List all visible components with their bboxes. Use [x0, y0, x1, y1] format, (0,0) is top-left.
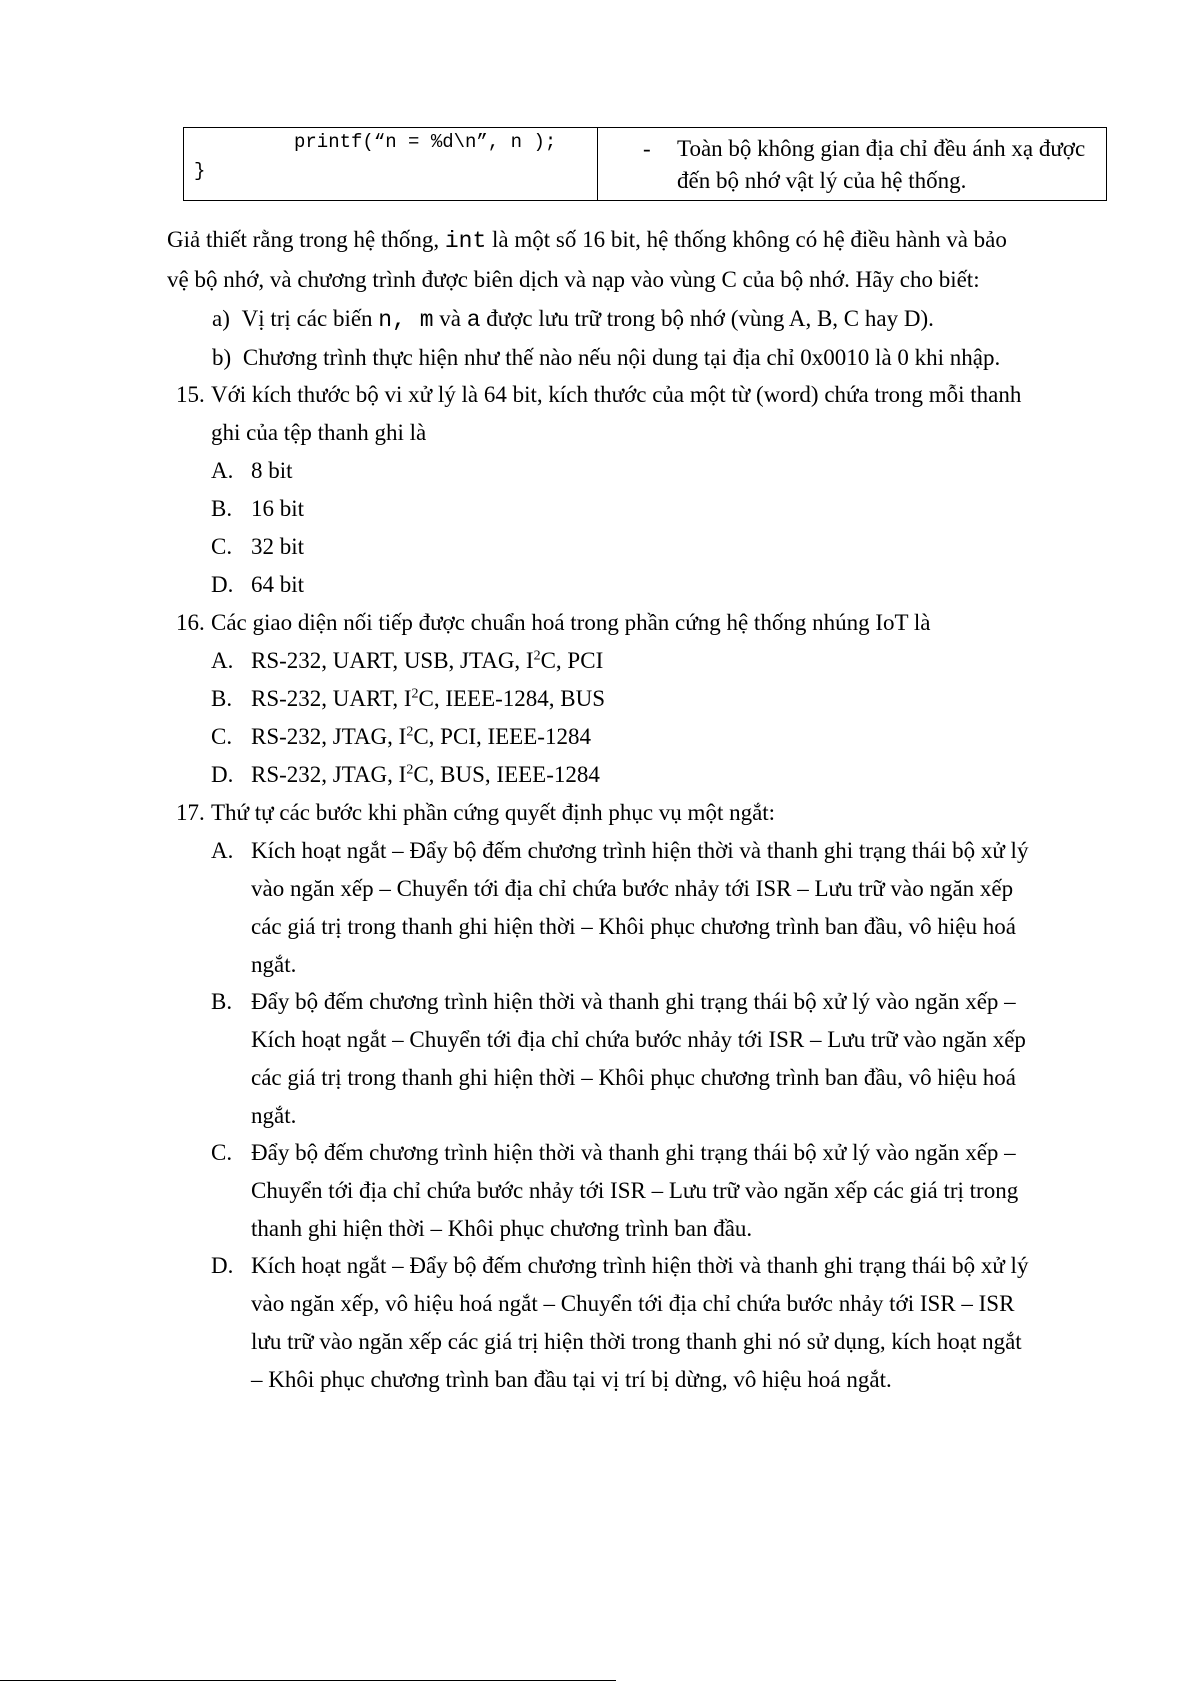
code-var-a: a [466, 307, 481, 333]
opt-pre: RS-232, UART, USB, JTAG, I [251, 648, 534, 673]
q17-option-label: B. [211, 989, 233, 1014]
q17-option-line: ngắt. [251, 1103, 297, 1128]
opt-post: C, IEEE-1284, BUS [418, 686, 606, 711]
sub-text: và [433, 306, 467, 331]
sub-question-a [212, 307, 934, 332]
opt-post: C, PCI, IEEE-1284 [413, 724, 591, 749]
note-line-2: đến bộ nhớ vật lý của hệ thống. [677, 168, 967, 193]
intro-line-1 [167, 228, 1007, 253]
sub-label: b) [212, 345, 232, 370]
opt-sup: 2 [406, 724, 414, 740]
opt-sup: 2 [411, 686, 419, 702]
opt-pre: RS-232, JTAG, I [251, 724, 407, 749]
q15-option-text: 16 bit [251, 496, 305, 521]
q17-option-line: Kích hoạt ngắt – Chuyển tới địa chỉ chứa bước nhảy tới ISR – Lưu trữ vào ngăn xếp [251, 1027, 1026, 1052]
intro-text: là một số 16 bit, hệ thống không có hệ điều hành và bảo [486, 227, 1007, 252]
note-bullet: - [643, 136, 651, 161]
opt-post: C, BUS, IEEE-1284 [413, 762, 600, 787]
sub-text: Chương trình thực hiện như thế nào nếu nội dung tại địa chỉ 0x0010 là 0 khi nhập. [242, 345, 1001, 370]
q15-option-text: 8 bit [251, 458, 293, 483]
code-cell [184, 128, 598, 200]
q17-option-line: ngắt. [251, 952, 297, 977]
q17-option-line: vào ngăn xếp, vô hiệu hoá ngắt – Chuyển tới địa chỉ chứa bước nhảy tới ISR – ISR [251, 1291, 1015, 1316]
code-var-nm: n, m [378, 307, 434, 333]
opt-sup: 2 [533, 648, 541, 664]
q16-option-label: D. [211, 762, 234, 787]
footer-divider [0, 1680, 598, 1681]
q16-option-label: C. [211, 724, 233, 749]
opt-pre: RS-232, UART, I [251, 686, 412, 711]
q17-option-line: Đẩy bộ đếm chương trình hiện thời và thanh ghi trạng thái bộ xử lý vào ngăn xếp – [251, 989, 1016, 1014]
intro-text: Giả thiết rằng trong hệ thống, [167, 227, 445, 252]
q16-option-text [251, 687, 605, 710]
q17-option-line: lưu trữ vào ngăn xếp các giá trị hiện thời trong thanh ghi nó sử dụng, kích hoạt ngắt [251, 1329, 1022, 1354]
q17-option-label: D. [211, 1253, 234, 1278]
q17-line-1: Thứ tự các bước khi phần cứng quyết định phục vụ một ngắt: [211, 800, 776, 825]
q15-option-text: 32 bit [251, 534, 305, 559]
q15-option-text: 64 bit [251, 572, 305, 597]
q16-option-label: B. [211, 686, 233, 711]
q15-number: 15. [176, 382, 205, 407]
q15-option-label: A. [211, 458, 234, 483]
q17-option-line: các giá trị trong thanh ghi hiện thời – Khôi phục chương trình ban đầu, vô hiệu hoá [251, 914, 1016, 939]
code-table [183, 127, 1107, 201]
q17-option-line: thanh ghi hiện thời – Khôi phục chương trình ban đầu. [251, 1216, 753, 1241]
q17-option-line: vào ngăn xếp – Chuyển tới địa chỉ chứa bước nhảy tới ISR – Lưu trữ vào ngăn xếp [251, 876, 1014, 901]
q15-option-label: C. [211, 534, 233, 559]
q16-number: 16. [176, 610, 205, 635]
sub-text: Vị trị các biến [241, 306, 379, 331]
q17-number: 17. [176, 800, 205, 825]
q17-option-line: Kích hoạt ngắt – Đẩy bộ đếm chương trình hiện thời và thanh ghi trạng thái bộ xử lý [251, 1253, 1029, 1278]
q15-option-label: D. [211, 572, 234, 597]
q16-option-label: A. [211, 648, 234, 673]
intro-line-2: vệ bộ nhớ, và chương trình được biên dịch và nạp vào vùng C của bộ nhớ. Hãy cho biết: [167, 267, 980, 292]
q17-option-line: các giá trị trong thanh ghi hiện thời – Khôi phục chương trình ban đầu, vô hiệu hoá [251, 1065, 1016, 1090]
q16-option-text [251, 763, 600, 786]
note-cell [598, 128, 1106, 200]
q17-option-line: Kích hoạt ngắt – Đẩy bộ đếm chương trình hiện thời và thanh ghi trạng thái bộ xử lý [251, 838, 1029, 863]
footer-divider-segment [596, 1680, 616, 1681]
q15-option-label: B. [211, 496, 233, 521]
opt-pre: RS-232, JTAG, I [251, 762, 407, 787]
q16-line-1: Các giao diện nối tiếp được chuẩn hoá trong phần cứng hệ thống nhúng IoT là [211, 610, 931, 635]
q15-line-2: ghi của tệp thanh ghi là [211, 420, 427, 445]
q17-option-line: – Khôi phục chương trình ban đầu tại vị trí bị dừng, vô hiệu hoá ngắt. [251, 1367, 892, 1392]
q17-option-label: A. [211, 838, 234, 863]
sub-text: được lưu trữ trong bộ nhớ (vùng A, B, C hay D). [480, 306, 934, 331]
intro-code-int: int [444, 228, 487, 254]
q16-option-text [251, 725, 591, 748]
q17-option-label: C. [211, 1140, 233, 1165]
opt-sup: 2 [406, 762, 414, 778]
code-line-printf: printf(“n = %d\n”, n ); [294, 131, 557, 153]
q17-option-line: Đẩy bộ đếm chương trình hiện thời và thanh ghi trạng thái bộ xử lý vào ngăn xếp – [251, 1140, 1016, 1165]
q15-line-1: Với kích thước bộ vi xử lý là 64 bit, kích thước của một từ (word) chứa trong mỗi thanh [211, 382, 1022, 407]
sub-question-b [212, 346, 1000, 369]
sub-label: a) [212, 306, 230, 331]
opt-post: C, PCI [540, 648, 604, 673]
code-line-brace: } [194, 160, 206, 182]
q17-option-line: Chuyển tới địa chỉ chứa bước nhảy tới ISR – Lưu trữ vào ngăn xếp các giá trị trong [251, 1178, 1019, 1203]
note-line-1: Toàn bộ không gian địa chỉ đều ánh xạ được [677, 136, 1086, 161]
q16-option-text [251, 649, 603, 672]
